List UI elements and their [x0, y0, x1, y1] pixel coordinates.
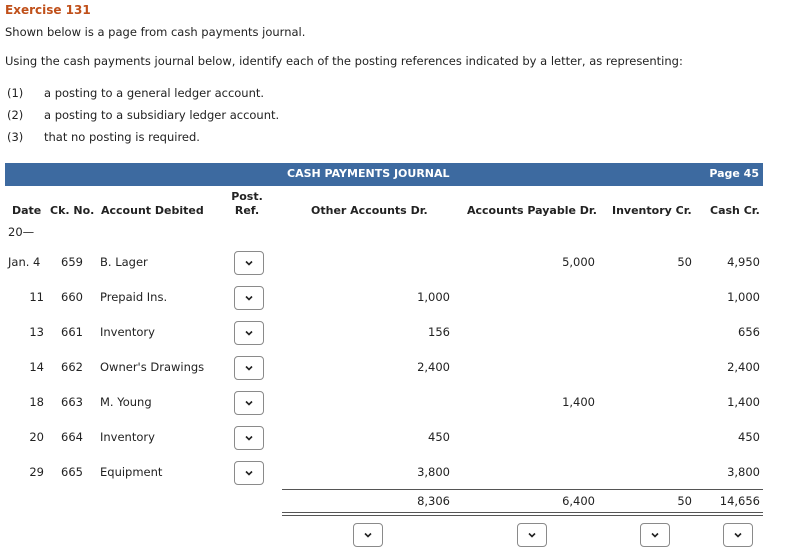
row-cash-amount: 1,400	[727, 395, 760, 409]
row-cash-amount: 4,950	[727, 255, 760, 269]
chevron-down-icon	[651, 531, 659, 539]
total-post-ref-select-other[interactable]	[353, 523, 383, 547]
row-date: Jan. 4	[8, 255, 41, 269]
row-account: B. Lager	[100, 255, 148, 269]
row-account: Owner's Drawings	[100, 360, 205, 374]
post-ref-select[interactable]	[234, 391, 264, 415]
double-rule-top	[282, 512, 763, 513]
row-cash-amount: 2,400	[727, 360, 760, 374]
instructions-text: Using the cash payments journal below, identify each of the posting references indicated by a letter, as representing:	[5, 54, 683, 68]
row-date: 13	[29, 325, 44, 339]
row-cash-amount: 3,800	[727, 465, 760, 479]
journal-title: CASH PAYMENTS JOURNAL	[287, 167, 450, 180]
row-account: Prepaid Ins.	[100, 290, 168, 304]
option-number: (1)	[7, 86, 24, 100]
header-accounts-payable: Accounts Payable Dr.	[467, 204, 597, 217]
chevron-down-icon	[245, 294, 253, 302]
option-number: (3)	[7, 130, 24, 144]
row-other-amount: 1,000	[417, 290, 450, 304]
post-ref-select[interactable]	[234, 321, 264, 345]
total-ap-amount: 6,400	[562, 494, 595, 508]
option-text: a posting to a general ledger account.	[44, 86, 265, 100]
chevron-down-icon	[245, 364, 253, 372]
row-cash-amount: 656	[738, 325, 760, 339]
total-inventory-amount: 50	[677, 494, 692, 508]
post-ref-select[interactable]	[234, 426, 264, 450]
row-cash-amount: 450	[738, 430, 760, 444]
header-post-ref-line1: Post.	[231, 190, 263, 203]
header-ck-no: Ck. No.	[50, 204, 95, 217]
row-other-amount: 156	[428, 325, 450, 339]
row-date: 18	[29, 395, 44, 409]
journal-title-bar	[5, 163, 763, 186]
chevron-down-icon	[245, 434, 253, 442]
header-cash: Cash Cr.	[710, 204, 760, 217]
option-number: (2)	[7, 108, 24, 122]
total-post-ref-select-cash[interactable]	[723, 523, 753, 547]
row-check-number: 663	[61, 395, 83, 409]
post-ref-select[interactable]	[234, 286, 264, 310]
row-date: 14	[29, 360, 44, 374]
row-other-amount: 3,800	[417, 465, 450, 479]
total-cash-amount: 14,656	[719, 494, 760, 508]
row-account: Equipment	[100, 465, 163, 479]
row-date: 29	[29, 465, 44, 479]
post-ref-select[interactable]	[234, 356, 264, 380]
row-check-number: 659	[61, 255, 83, 269]
total-rule	[282, 489, 763, 490]
row-check-number: 665	[61, 465, 83, 479]
row-check-number: 661	[61, 325, 83, 339]
header-date: Date	[12, 204, 42, 217]
chevron-down-icon	[734, 531, 742, 539]
header-account-debited: Account Debited	[101, 204, 204, 217]
header-inventory: Inventory Cr.	[612, 204, 692, 217]
total-post-ref-select-ap[interactable]	[517, 523, 547, 547]
row-account: M. Young	[100, 395, 152, 409]
journal-page-number: Page 45	[709, 167, 759, 180]
post-ref-select[interactable]	[234, 461, 264, 485]
row-check-number: 660	[61, 290, 83, 304]
row-inventory-amount: 50	[677, 255, 692, 269]
header-post-ref-line2: Ref.	[234, 204, 260, 217]
chevron-down-icon	[245, 399, 253, 407]
row-account: Inventory	[100, 430, 155, 444]
chevron-down-icon	[528, 531, 536, 539]
post-ref-select[interactable]	[234, 251, 264, 275]
row-other-amount: 450	[428, 430, 450, 444]
chevron-down-icon	[245, 259, 253, 267]
exercise-title: Exercise 131	[5, 3, 91, 17]
chevron-down-icon	[245, 329, 253, 337]
row-account: Inventory	[100, 325, 155, 339]
row-date: 20	[29, 430, 44, 444]
intro-text: Shown below is a page from cash payments journal.	[5, 25, 306, 39]
chevron-down-icon	[364, 531, 372, 539]
header-other-accounts: Other Accounts Dr.	[311, 204, 428, 217]
option-text: that no posting is required.	[44, 130, 200, 144]
row-ap-amount: 1,400	[562, 395, 595, 409]
year-label: 20—	[8, 225, 35, 239]
row-check-number: 662	[61, 360, 83, 374]
row-other-amount: 2,400	[417, 360, 450, 374]
double-rule-bottom	[282, 515, 763, 516]
total-post-ref-select-inventory[interactable]	[640, 523, 670, 547]
option-text: a posting to a subsidiary ledger account.	[44, 108, 280, 122]
row-cash-amount: 1,000	[727, 290, 760, 304]
row-date: 11	[29, 290, 44, 304]
chevron-down-icon	[245, 469, 253, 477]
row-ap-amount: 5,000	[562, 255, 595, 269]
row-check-number: 664	[61, 430, 83, 444]
total-other-amount: 8,306	[417, 494, 450, 508]
